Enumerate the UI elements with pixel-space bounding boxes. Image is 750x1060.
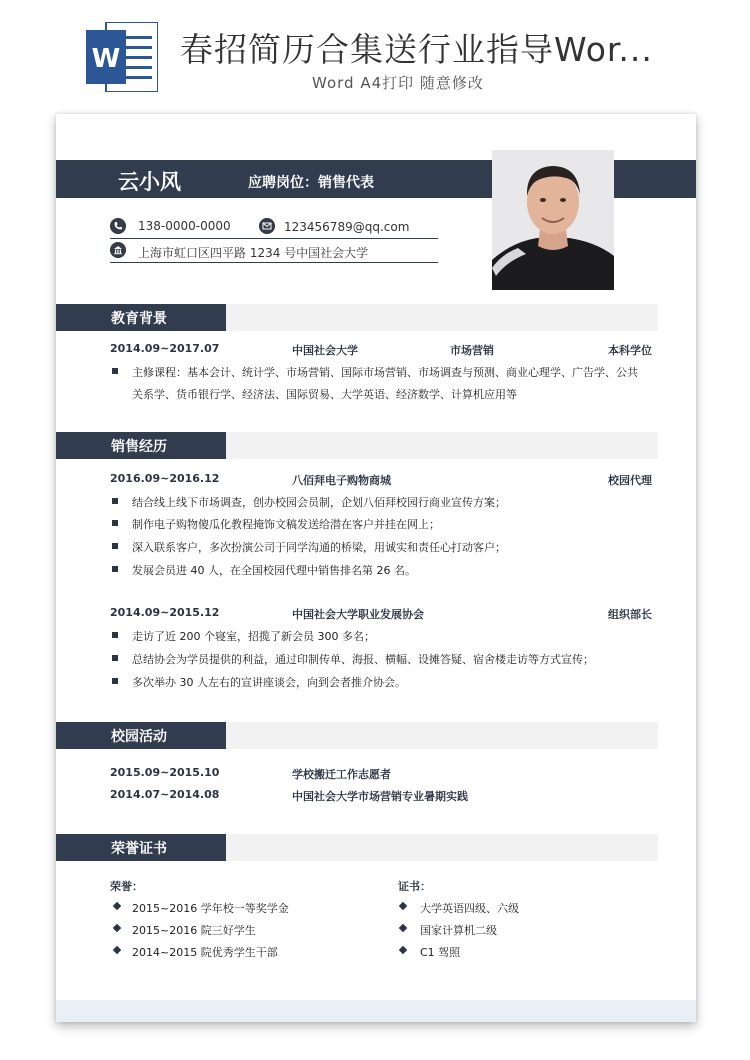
square-bullet-icon [112,655,118,661]
square-bullet-icon [112,498,118,504]
building-icon [110,242,126,258]
person-portrait-icon [492,150,614,290]
education-courses: 关系学、货币银行学、经济法、国际贸易、大学英语、经济数学、计算机应用等 [132,388,517,401]
honor-label: 荣誉： [110,880,143,893]
document-banner [0,0,750,112]
honor-item: 2014~2015 院优秀学生干部 [132,946,278,959]
square-bullet-icon [112,678,118,684]
word-doc-icon [86,22,158,92]
education-major: 市场营销 [450,344,494,357]
document-subtitle: Word A4打印 随意修改 [312,74,484,92]
phone-icon [110,218,126,234]
page-footer-band [56,1000,696,1022]
phone-number: 138-0000-0000 [138,219,231,233]
diamond-bullet-icon [113,924,121,932]
square-bullet-icon [112,632,118,638]
cert-label: 证书： [398,880,431,893]
job-role: 组织部长 [608,608,652,621]
contact-divider [110,238,438,239]
activity-period: 2014.07~2014.08 [110,788,220,801]
list-item: 总结协会为学员提供的利益，通过印制传单、海报、横幅、设摊答疑、宿舍楼走访等方式宣传； [132,653,594,666]
section-education [56,304,658,331]
job-period: 2014.09~2015.12 [110,606,220,619]
education-period: 2014.09~2017.07 [110,342,220,355]
cert-item: 大学英语四级、六级 [420,902,519,915]
list-item: 制作电子购物傻瓜化教程掩饰文稿发送给潜在客户并挂在网上； [132,518,440,531]
contact-divider [110,262,438,263]
email-icon [259,218,275,234]
resume-page [56,114,696,1022]
education-degree: 本科学位 [608,344,652,357]
job-target: 应聘岗位：销售代表 [248,175,374,191]
home-address: 上海市虹口区四平路 1234 号中国社会大学 [138,246,369,260]
honor-item: 2015~2016 院三好学生 [132,924,256,937]
diamond-bullet-icon [113,946,121,954]
cert-item: 国家计算机二级 [420,924,497,937]
section-title: 销售经历 [111,439,167,455]
list-item: 发展会员进 40 人，在全国校园代理中销售排名第 26 名。 [132,564,416,577]
square-bullet-icon [112,368,118,374]
cert-item: C1 驾照 [420,946,461,959]
square-bullet-icon [112,543,118,549]
section-title: 校园活动 [111,729,167,745]
activity-name: 学校搬迁工作志愿者 [292,768,391,781]
svg-text:W: W [91,44,121,74]
section-title: 教育背景 [111,311,167,327]
section-honors [56,834,658,861]
education-school: 中国社会大学 [292,344,358,357]
square-bullet-icon [112,520,118,526]
job-period: 2016.09~2016.12 [110,472,220,485]
section-campus [56,722,658,749]
job-org: 中国社会大学职业发展协会 [292,608,424,621]
document-title: 春招简历合集送行业指导Wor... [180,30,653,69]
list-item: 多次举办 30 人左右的宣讲座谈会，向到会者推介协会。 [132,676,406,689]
list-item: 结合线上线下市场调查，创办校园会员制，企划八佰拜校园行商业宣传方案； [132,496,506,509]
honor-item: 2015~2016 学年校一等奖学金 [132,902,289,915]
diamond-bullet-icon [399,902,407,910]
job-role: 校园代理 [608,474,652,487]
diamond-bullet-icon [113,902,121,910]
email-address: 123456789@qq.com [284,220,410,234]
candidate-name: 云小风 [118,170,181,194]
diamond-bullet-icon [399,924,407,932]
section-sales [56,432,658,459]
education-courses: 主修课程：基本会计、统计学、市场营销、国际市场营销、市场调查与预测、商业心理学、广告学、公共 [132,366,638,379]
activity-period: 2015.09~2015.10 [110,766,220,779]
diamond-bullet-icon [399,946,407,954]
list-item: 走访了近 200 个寝室，招揽了新会员 300 多名； [132,630,375,643]
activity-name: 中国社会大学市场营销专业暑期实践 [292,790,468,803]
section-title: 荣誉证书 [111,841,167,857]
list-item: 深入联系客户，多次扮演公司于同学沟通的桥梁，用诚实和责任心打动客户； [132,541,506,554]
job-org: 八佰拜电子购物商城 [292,474,391,487]
profile-photo [492,150,614,290]
square-bullet-icon [112,566,118,572]
